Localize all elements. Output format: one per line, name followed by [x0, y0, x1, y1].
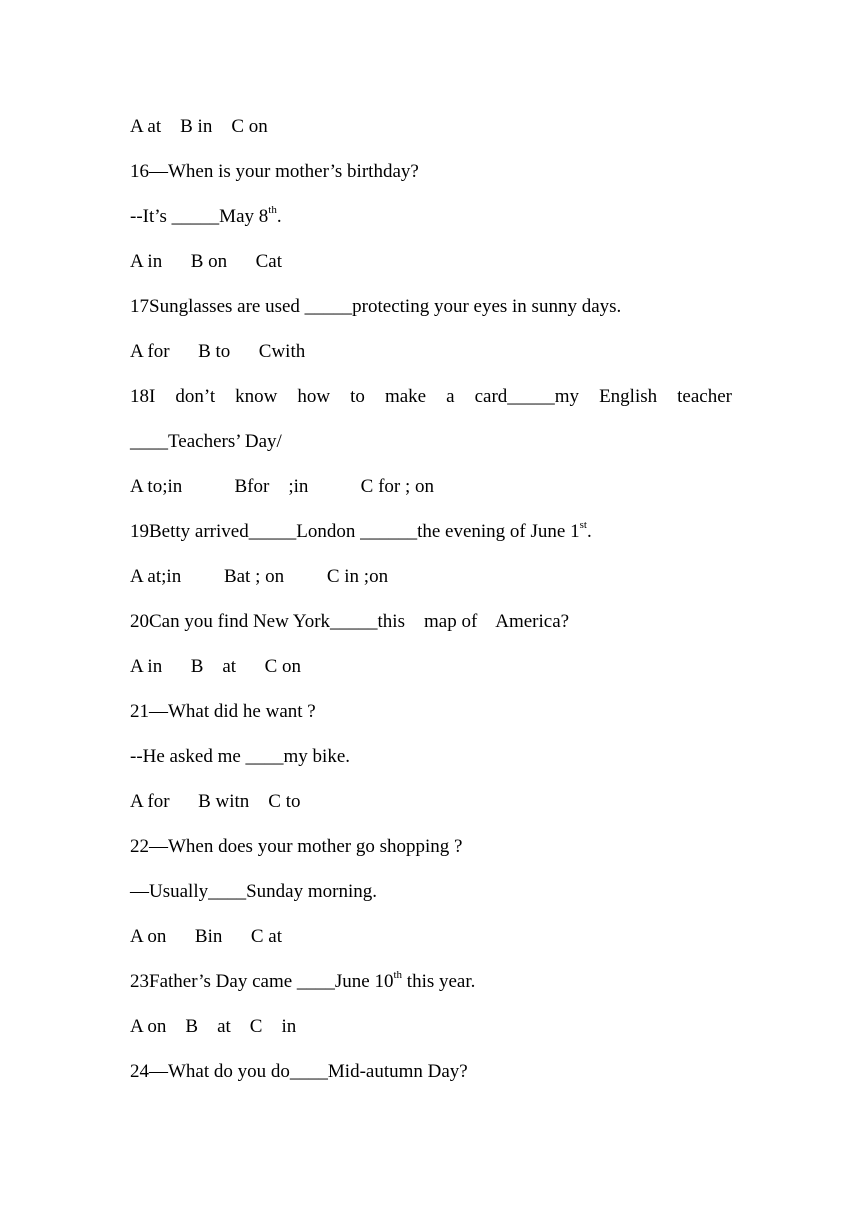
line-text: A for B witn C to: [130, 791, 301, 812]
line-text: A in B on Cat: [130, 251, 283, 272]
answer-options-21: [130, 790, 732, 814]
ordinal-suffix: th: [268, 203, 277, 216]
answer-options-17: [130, 340, 732, 364]
line-text: 20Can you find New York_____this map of America?: [130, 611, 570, 632]
question-23: [130, 970, 732, 994]
answer-options-22: [130, 925, 732, 949]
question-18: [130, 385, 732, 409]
ordinal-suffix: st: [579, 518, 587, 531]
question-24: [130, 1060, 732, 1084]
answer-options-23: [130, 1015, 732, 1039]
line-text: 16—When is your mother’s birthday?: [130, 161, 419, 182]
answer-options-16: [130, 250, 732, 274]
answer-options-19: [130, 565, 732, 589]
line-text-after: this year.: [402, 971, 476, 992]
question-17: [130, 295, 732, 319]
line-text-after: .: [276, 206, 282, 227]
answer-options-15: [130, 115, 732, 139]
line-text: 18I don’t know how to make a card_____my English teacher: [130, 386, 732, 407]
question-20: [130, 610, 732, 634]
question-18-continued: [130, 430, 732, 454]
question-21: [130, 700, 732, 724]
ordinal-suffix: th: [393, 968, 403, 981]
line-text: 24—What do you do____Mid-autumn Day?: [130, 1061, 468, 1082]
line-text: A on B at C in: [130, 1016, 297, 1037]
line-text: 17Sunglasses are used _____protecting your eyes in sunny days.: [130, 296, 622, 317]
line-text: ____Teachers’ Day/: [130, 431, 282, 452]
line-text: A at B in C on: [130, 116, 268, 137]
line-text: 21—What did he want ?: [130, 701, 316, 722]
line-text: A to;in Bfor ;in C for ; on: [130, 476, 434, 497]
question-16: [130, 160, 732, 184]
answer-options-20: [130, 655, 732, 679]
line-text: A for B to Cwith: [130, 341, 306, 362]
line-text-after: .: [586, 521, 592, 542]
line-text: —Usually____Sunday morning.: [130, 881, 377, 902]
answer-options-18: [130, 475, 732, 499]
line-text: 19Betty arrived_____London ______the evening of June 1: [130, 521, 580, 542]
line-text: --He asked me ____my bike.: [130, 746, 351, 767]
question-19: [130, 520, 732, 544]
answer-21: [130, 745, 732, 769]
line-text: A on Bin C at: [130, 926, 283, 947]
line-text: A in B at C on: [130, 656, 302, 677]
line-text: A at;in Bat ; on C in ;on: [130, 566, 389, 587]
question-22: [130, 835, 732, 859]
line-text: --It’s _____May 8: [130, 206, 269, 227]
line-text: 23Father’s Day came ____June 10: [130, 971, 394, 992]
answer-22: [130, 880, 732, 904]
line-text: 22—When does your mother go shopping ?: [130, 836, 463, 857]
answer-16: [130, 205, 732, 229]
